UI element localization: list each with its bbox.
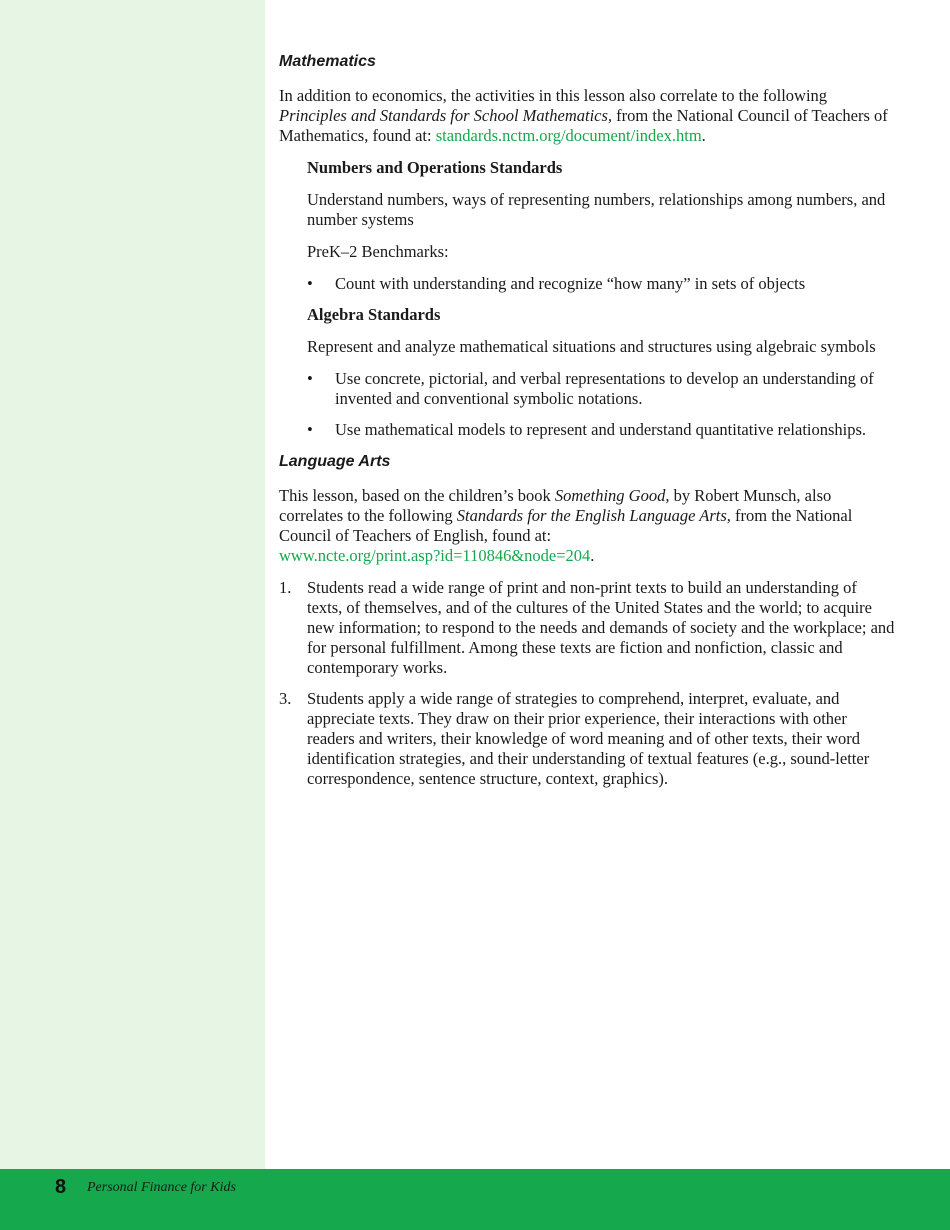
- list-item: • Count with understanding and recognize “how many” in sets of objects: [307, 274, 806, 293]
- ncte-link[interactable]: www.ncte.org/print.asp?id=110846&node=204: [279, 546, 591, 565]
- standards-title: Standards for the English Language Arts,: [456, 506, 731, 525]
- item-text: Students apply a wide range of strategies to comprehend, interpret, evaluate, and appreciate texts. They draw on their prior experience, their interactions with other readers and writers, their knowledge of word meaning and of other texts, their word identification strategies, and their understanding of textual features (e.g., sound-letter correspondence, sentence structure, context, graphics).: [307, 689, 870, 788]
- numbered-item: [279, 689, 895, 789]
- numbered-item: [279, 578, 895, 678]
- nctm-link[interactable]: standards.nctm.org/document/index.htm: [435, 126, 702, 145]
- main-content: [279, 51, 895, 800]
- mathematics-heading: Mathematics: [279, 53, 376, 70]
- benchmarks-label: PreK–2 Benchmarks:: [307, 242, 449, 261]
- book-title: Something Good,: [554, 486, 670, 505]
- bullet-icon: •: [307, 420, 313, 439]
- list-item: • Use concrete, pictorial, and verbal representations to develop an understanding of invented and conventional symbolic notations.: [307, 369, 874, 408]
- item-number: 3.: [279, 689, 292, 708]
- left-sidebar-band: [0, 0, 265, 1169]
- language-arts-intro: This lesson, based on the children’s book Something Good, by Robert Munsch, also correlates to the following Standards for the English Language Arts, from the National Council of Teachers of English, found at: www.ncte.org/print.asp?id=110846&node=204.: [279, 486, 853, 565]
- item-number: 1.: [279, 578, 292, 597]
- language-arts-heading: Language Arts: [279, 453, 391, 470]
- footer-title: Personal Finance for Kids: [87, 1180, 236, 1195]
- list-item: • Use mathematical models to represent and understand quantitative relationships.: [307, 420, 867, 439]
- principles-title: Principles and Standards for School Mathematics,: [279, 106, 613, 125]
- bullet-icon: •: [307, 274, 313, 293]
- item-text: Students read a wide range of print and non-print texts to build an understanding of texts, of themselves, and of the cultures of the United States and the world; to acquire new information; to respond to the needs and demands of society and the workplace; and for personal fulfillment. Among these texts are fiction and nonfiction, classic and contemporary works.: [307, 578, 895, 677]
- mathematics-intro: In addition to economics, the activities in this lesson also correlate to the following Principles and Standards for School Mathematics, from the National Council of Teachers of Mathematics, found at: standards.nctm.org/document/index.htm.: [279, 86, 888, 145]
- bullet-icon: •: [307, 369, 313, 388]
- numbers-standards-title: Numbers and Operations Standards: [307, 158, 563, 177]
- page-number: 8: [55, 1176, 67, 1198]
- algebra-standards-desc: Represent and analyze mathematical situations and structures using algebraic symbols: [307, 337, 876, 356]
- footer-band: [0, 1169, 950, 1230]
- numbers-standards-desc: Understand numbers, ways of representing numbers, relationships among numbers, and number systems: [307, 190, 886, 229]
- algebra-standards-title: Algebra Standards: [307, 305, 441, 324]
